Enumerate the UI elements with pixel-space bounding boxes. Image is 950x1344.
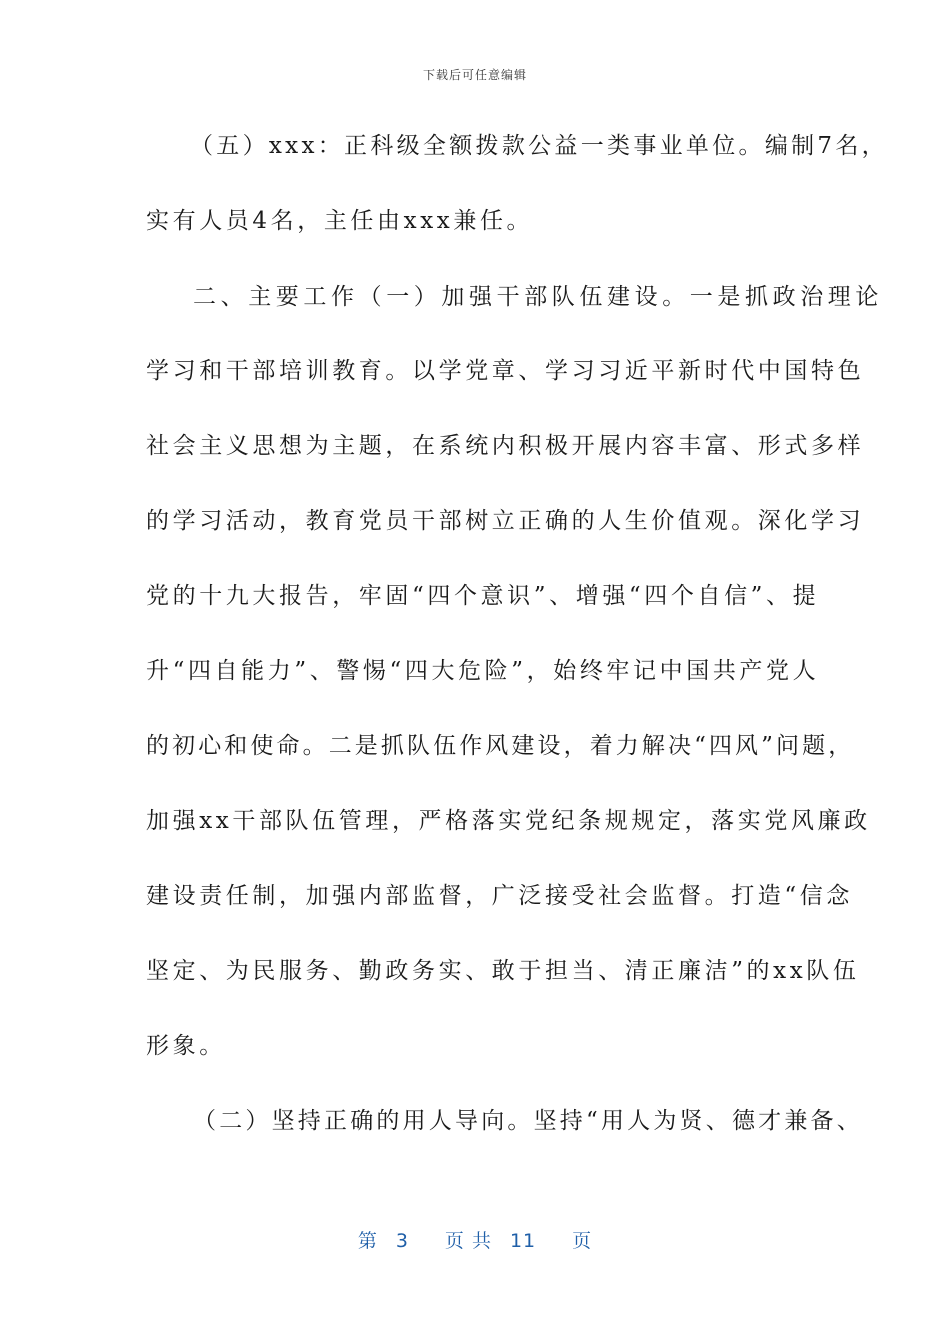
total-pages-number: 11 <box>509 1230 537 1252</box>
body-line: 学习和干部培训教育。以学党章、学习习近平新时代中国特色 <box>146 358 865 384</box>
body-line: 形象。 <box>146 1033 226 1059</box>
body-line: 升“四自能力”、警惕“四大危险”，始终牢记中国共产党人 <box>146 658 820 684</box>
page-footer <box>0 1226 950 1253</box>
body-line: 的学习活动，教育党员干部树立正确的人生价值观。深化学习 <box>146 508 865 534</box>
body-line: 建设责任制，加强内部监督，广泛接受社会监督。打造“信念 <box>146 883 853 909</box>
page-prefix: 第 <box>357 1230 378 1252</box>
body-line: 党的十九大报告，牢固“四个意识”、增强“四个自信”、提 <box>146 583 820 609</box>
current-page-number: 3 <box>395 1230 409 1252</box>
page-middle-text: 页 共 <box>444 1230 492 1252</box>
body-line: 社会主义思想为主题，在系统内积极开展内容丰富、形式多样 <box>146 433 865 459</box>
body-line: 的初心和使命。二是抓队伍作风建设，着力解决“四风”问题， <box>146 733 855 759</box>
body-line: （五）xxx：正科级全额拨款公益一类事业单位。编制7名， <box>190 133 888 159</box>
body-line: 二、主要工作（一）加强干部队伍建设。一是抓政治理论 <box>193 284 883 310</box>
body-line: 坚定、为民服务、勤政务实、敢于担当、清正廉洁”的xx队伍 <box>146 958 860 984</box>
download-note: 下载后可任意编辑 <box>422 68 527 82</box>
body-line: （二）坚持正确的用人导向。坚持“用人为贤、德才兼备、 <box>193 1108 863 1134</box>
page-suffix: 页 <box>572 1230 593 1252</box>
body-line: 实有人员4名，主任由xxx兼任。 <box>146 208 534 234</box>
body-line: 加强xx干部队伍管理，严格落实党纪条规规定，落实党风廉政 <box>146 808 871 834</box>
